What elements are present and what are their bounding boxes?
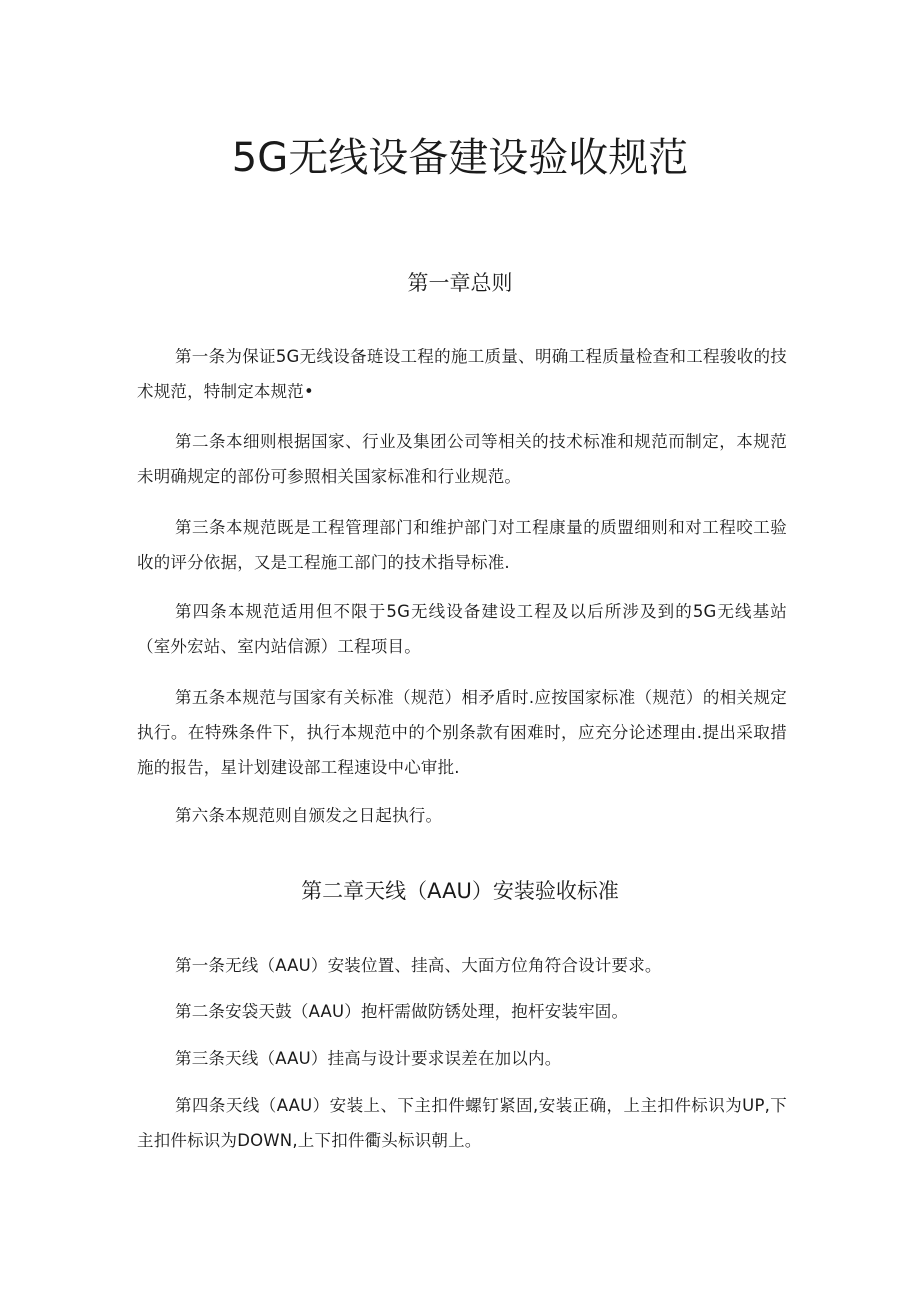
chapter-2-title: 第二章天线（AAU）安装验收标准 <box>301 879 619 903</box>
chapter-1-title: 第一章总则 <box>407 271 513 295</box>
chapter-2-article-1: 第一条无线（AAU）安装位置、挂高、大面方位角符合设计要求。 <box>175 956 662 975</box>
chapter-2-article-2: 第二条安袋天鼓（AAU）抱杆需做防锈处理，抱杆安装牢固。 <box>175 1002 629 1021</box>
chapter-1-article-1: 第一条为保证5G无线设备琏设工程的施工质量、明确工程质量检查和工程骏收的技术规范，特制定本规范• <box>137 347 787 401</box>
chapter-1-article-6: 第六条本规范则自颁发之日起执行。 <box>175 806 443 825</box>
chapter-1-article-3: 第三条本规范既是工程管理部门和维护部门对工程康量的质盟细则和对工程咬工验收的评分依据，又是工程施工部门的技术指导标准. <box>137 518 787 572</box>
chapter-2-article-3: 第三条天线（AAU）挂高与设计要求误差在加以内。 <box>175 1049 562 1068</box>
document-title: 5G无线设备建设验收规范 <box>231 135 689 181</box>
chapter-1-article-4: 第四条本规范适用但不限于5G无线设备建设工程及以后所涉及到的5G无线基站（室外宏站、室内站信源）工程项目。 <box>137 602 787 656</box>
chapter-1-article-5: 第五条本规范与国家有关标准（规范）相矛盾时.应按国家标准（规范）的相关规定执行。在特殊条件下，执行本规范中的个别条款有困难时，应充分论述理由.提出采取措施的报告，星计划建设部工程速设中心审批. <box>137 688 787 777</box>
chapter-2-article-4: 第四条天线（AAU）安装上、下主扣件螺钉紧固,安装正确，上主扣件标识为UP,下主扣件标识为DOWN,上下扣件衢头标识朝上。 <box>137 1096 787 1150</box>
chapter-1-article-2: 第二条本细则根据国家、行业及集团公司等相关的技术标准和规范而制定，本规范未明确规定的部份可参照相关国家标准和行业规范。 <box>137 432 787 486</box>
